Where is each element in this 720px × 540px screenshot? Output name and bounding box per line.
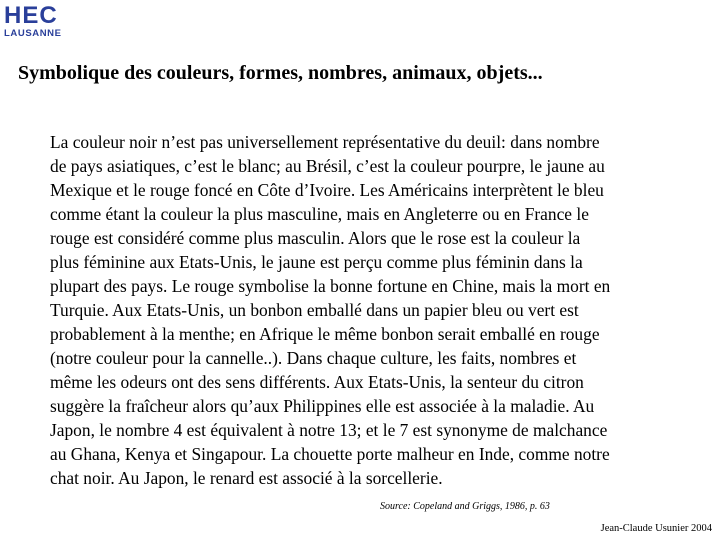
paragraph-line: comme étant la couleur la plus masculine, mais en Angleterre ou en France le bbox=[50, 204, 589, 224]
paragraph-line: plupart des pays. Le rouge symbolise la bonne fortune en Chine, mais la mort en bbox=[50, 276, 611, 296]
body-paragraph bbox=[50, 130, 698, 490]
source-citation: Source: Copeland and Griggs, 1986, p. 63 bbox=[380, 501, 550, 512]
paragraph-line: probablement à la menthe; en Afrique le même bonbon serait emballé en rouge bbox=[50, 324, 600, 344]
hec-lausanne-logo bbox=[4, 4, 70, 39]
paragraph-line: La couleur noir n’est pas universellement représentative du deuil: dans nombre bbox=[50, 132, 600, 152]
paragraph-line: Japon, le nombre 4 est équivalent à notre 13; et le 7 est synonyme de malchance bbox=[50, 420, 608, 440]
author-credit: Jean-Claude Usunier 2004 bbox=[600, 523, 712, 534]
paragraph-line: plus féminine aux Etats-Unis, le jaune est perçu comme plus féminin dans la bbox=[50, 252, 583, 272]
paragraph-line: rouge est considéré comme plus masculin. Alors que le rose est la couleur la bbox=[50, 228, 581, 248]
logo-lausanne-text: LAUSANNE bbox=[4, 28, 62, 39]
logo-hec-text: HEC bbox=[4, 2, 58, 29]
paragraph-line: suggère la fraîcheur alors qu’aux Philippines elle est associée à la maladie. Au bbox=[50, 396, 595, 416]
paragraph-line: Turquie. Aux Etats-Unis, un bonbon emballé dans un papier bleu ou vert est bbox=[50, 300, 579, 320]
paragraph-line: (notre couleur pour la cannelle..). Dans chaque culture, les faits, nombres et bbox=[50, 348, 577, 368]
slide-title: Symbolique des couleurs, formes, nombres, animaux, objets... bbox=[18, 62, 543, 84]
paragraph-line: chat noir. Au Japon, le renard est associé à la sorcellerie. bbox=[50, 468, 443, 488]
paragraph-line: même les odeurs ont des sens différents. Aux Etats-Unis, la senteur du citron bbox=[50, 372, 584, 392]
paragraph-line: de pays asiatiques, c’est le blanc; au Brésil, c’est la couleur pourpre, le jaune au bbox=[50, 156, 605, 176]
paragraph-line: Mexique et le rouge foncé en Côte d’Ivoire. Les Américains interprètent le bleu bbox=[50, 180, 604, 200]
paragraph-line: au Ghana, Kenya et Singapour. La chouette porte malheur en Inde, comme notre bbox=[50, 444, 610, 464]
